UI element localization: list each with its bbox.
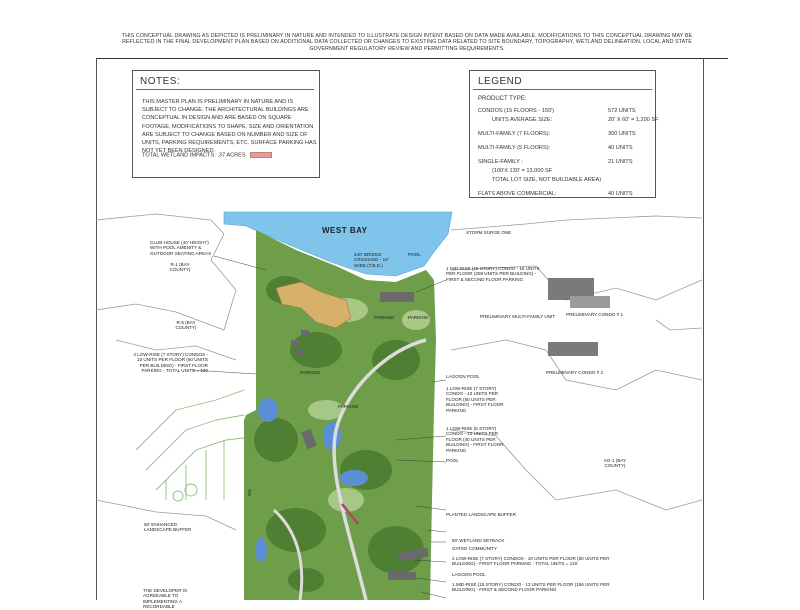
road-label: RD — [247, 489, 253, 497]
legend-mf5-label: MULTI-FAMILY (5 FLOORS): — [478, 145, 551, 151]
low-rise-2-label: 2 LOW-RISE (7 STORY) CONDOS - 10 UNITS PER FLOOR (60 UNITS PER BUILDING) - FIRST FLOOR PARKING - TOTAL UNITS = 120 — [452, 556, 610, 567]
adjacent-subdivision — [136, 390, 244, 501]
clubhouse-label: CLUB HOUSE (40' HEIGHT) WITH POOL AMENITY & OUTDOOR SEATING AREAS — [150, 240, 212, 256]
developer-note-label: THE DEVELOPER IS AGREEABLE TO IMPLEMENTING A RECORDABLE — [143, 588, 188, 610]
legend-mf7-label: MULTI-FAMILY (7 FLOORS): — [478, 131, 551, 137]
legend-divider — [473, 89, 652, 90]
parking-label-3: PARKING — [300, 370, 321, 375]
wetland-impacts-label: TOTAL WETLAND IMPACTS: .37 ACRES — [142, 152, 246, 159]
legend-flats-label: FLATS ABOVE COMMERCIAL: — [478, 191, 557, 197]
mid-rise-top-label: 1 MID-RISE (15 STORY) CONDO - 16 UNITS PER FLOOR (208 UNITS PER BUILDING) - FIRST & SECOND FLOOR PARKING — [446, 266, 540, 282]
bridge-label: 440' BRIDGE CROSSING - 14' WIDE (T.B.D.) — [354, 252, 389, 268]
storm-surge-label: STORM SURGE ONE — [466, 230, 512, 235]
legend-mf5-value: 40 UNITS — [608, 145, 633, 151]
legend-condos-avg-value: 20' X 60' = 1,200 SF — [608, 117, 659, 123]
lagoon-pool-1-label: LAGOON POOL — [446, 374, 480, 379]
low-rise-5-label: 1 LOW-RISE (5 STORY) CONDO - 10 UNITS PER FLOOR (40 UNITS PER BUILDING) - FIRST FLOOR PARKING — [446, 426, 504, 453]
legend-sf-lot2: TOTAL LOT SIZE, NOT BUILDABLE AREA) — [492, 177, 602, 183]
legend-row-mf7 — [478, 131, 652, 140]
pool-label-top: POOL — [408, 252, 421, 257]
legend-row-sf — [478, 159, 652, 168]
parking-label-2: PARKING — [408, 315, 429, 320]
legend-mf7-value: 300 UNITS — [608, 131, 636, 137]
legend-sf-value: 21 UNITS — [608, 159, 633, 165]
legend-row-sf-lot — [478, 168, 652, 177]
pool-label-right: POOL — [446, 458, 459, 463]
disclaimer-text: THIS CONCEPTUAL DRAWING AS DEPICTED IS PRELIMINARY IN NATURE AND INTENDED TO ILLUSTRATE DESIGN INTENT BASED ON DATA MADE AVAILABLE. MODIFICATIONS TO THIS CONCEPTUAL DRAWING MAY BE REFLECTED IN THE FINAL DEVELOPMENT PLAN BASED ON ADDITIONAL DATA COLLECTED OR CHANGES TO EXISTING DATA RELATED TO SITE BOUNDARY, TOPOGRAPHY, WETLAND DELINEATION, LOCAL AND STATE GOVERNMENT REGULATORY REVIEW AND PERMITTING REQUIREMENTS. — [121, 33, 693, 52]
parking-label-1: PARKING — [374, 315, 395, 320]
buffer-left-label: 50' ENHANCED LANDSCAPE BUFFER — [144, 522, 192, 533]
prelim-condo2-label: PRELIMINARY CONDO # 2 — [546, 370, 604, 375]
site-plan-map — [96, 200, 702, 600]
west-bay-label: WEST BAY — [322, 226, 368, 235]
low-rise-7-label: 1 LOW-RISE (7 STORY) CONDO - 10 UNITS PER FLOOR (60 UNITS PER BUILDING) - FIRST FLOOR PARKING — [446, 386, 504, 413]
zone-r5-label: R-5 (BAY COUNTY) — [175, 320, 197, 331]
legend-row-mf5 — [478, 145, 652, 154]
notes-title: NOTES: — [140, 76, 181, 87]
mid-rise-bottom-label: 1 MID-RISE (15 STORY) CONDO - 13 UNITS PER FLOOR (156 UNITS PER BUILDING) - FIRST & SECOND FLOOR PARKING — [452, 582, 610, 593]
wetland-swatch — [250, 152, 272, 158]
legend-sf-lot: (100'X 130' = 13,000 SF — [492, 168, 553, 174]
legend-row-flats — [478, 191, 652, 200]
zone-ag1-label: AG-1 (BAY COUNTY) — [603, 458, 627, 469]
notes-divider — [136, 89, 314, 90]
wetland-impacts — [142, 152, 272, 158]
low-rise-left-label: 2 LOW-RISE (7 STORY) CONDOS - 10 UNITS PER FLOOR (60 UNITS PER BUILDING) - FIRST FLOOR PARKING - TOTAL UNITS = 120 — [133, 352, 208, 374]
gated-community-label: GATED COMMUNITY — [452, 546, 498, 551]
legend-title: LEGEND — [478, 76, 523, 87]
planted-buffer-label: PLANTED LANDSCAPE BUFFER — [446, 512, 516, 517]
legend-row-sf-lot2 — [478, 177, 652, 186]
parking-label-4: PARKING — [338, 404, 359, 409]
legend-sf-label: SINGLE-FAMILY : — [478, 159, 523, 165]
zone-r1-label: R-1 (BAY COUNTY) — [169, 262, 191, 273]
legend-row-condos — [478, 108, 652, 117]
wetland-setback-label: 50' WETLAND SETBACK — [452, 538, 505, 543]
legend-condos-value: 572 UNITS — [608, 108, 636, 114]
lagoon-pool-2-label: LAGOON POOL — [452, 572, 486, 577]
legend-row-condos-avg — [478, 117, 659, 126]
legend-condos-avg-label: UNITS AVERAGE SIZE: — [492, 117, 553, 123]
legend-rows — [478, 108, 659, 200]
legend-flats-value: 40 UNITS — [608, 191, 633, 197]
prelim-mf-label: PRELIMINARY MULTI-FAMILY UNIT — [480, 314, 556, 319]
legend-product-type: PRODUCT TYPE: — [478, 96, 527, 102]
prelim-condo1-label: PRELIMINARY CONDO # 1 — [566, 312, 624, 317]
legend-condos-label: CONDOS (15 FLOORS - 150') — [478, 108, 554, 114]
notes-body: THIS MASTER PLAN IS PRELIMINARY IN NATURE AND IS SUBJECT TO CHANGE. THE ARCHITECTURAL BUILDINGS ARE CONCEPTUAL IN DESIGN AND ARE BASED ON SQUARE FOOTAGE. MODIFICATIONS TO SHAPE, SIZE AND ORIENTATION ARE SUBJECT TO CHANGE BASED ON NUMBER AND SIZE OF UNITS, PARKING REQUIREMENTS, ETC. SURFACE PARKING HAS NOT YET BEEN DESIGNED. — [142, 99, 317, 155]
